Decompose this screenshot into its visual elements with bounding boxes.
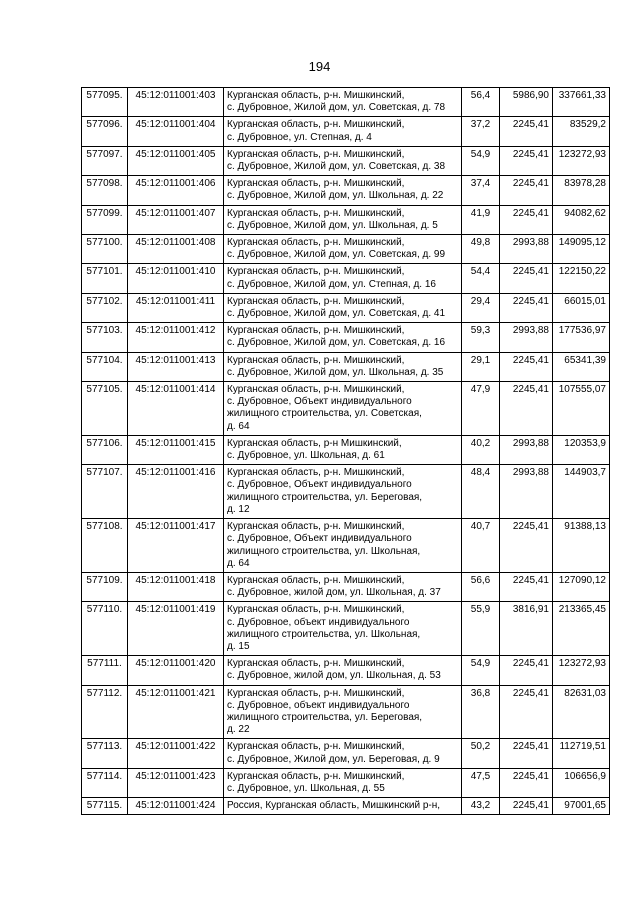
table-row (82, 519, 610, 573)
cadastral-value-cell: 112719,51 (553, 739, 610, 768)
address-cell (224, 146, 462, 175)
table-row (82, 264, 610, 293)
address-line: Курганская область, р-н. Мишкинский, (227, 741, 405, 753)
address-line: с. Дубровное, объект индивидуального (227, 699, 410, 711)
address-line: д. 64 (227, 420, 250, 432)
address-line: Курганская область, р-н. Мишкинский, (227, 384, 405, 396)
cadastral-value-cell: 97001,65 (553, 798, 610, 815)
cadastral-value-cell: 122150,22 (553, 264, 610, 293)
table-row (82, 768, 610, 797)
address-cell (224, 656, 462, 685)
specific-value-cell: 2245,41 (500, 176, 553, 205)
address-cell (224, 264, 462, 293)
address-line: с. Дубровное, Жилой дом, ул. Советская, д. 41 (227, 308, 446, 320)
address-line: д. 22 (227, 724, 250, 736)
address-line: Курганская область, р-н. Мишкинский, (227, 207, 405, 219)
table-row (82, 798, 610, 815)
table-row (82, 435, 610, 464)
table-row (82, 739, 610, 768)
address-cell (224, 602, 462, 656)
address-line: Курганская область, р-н. Мишкинский, (227, 521, 405, 533)
specific-value-cell: 5986,90 (500, 88, 553, 117)
area-cell: 47,9 (462, 382, 500, 436)
address-line: с. Дубровное, Жилой дом, ул. Советская, д. 16 (227, 337, 446, 349)
address-line: Курганская область, р-н. Мишкинский, (227, 119, 405, 131)
cadastral-number-cell: 45:12:011001:407 (128, 205, 224, 234)
address-cell (224, 382, 462, 436)
address-line: Курганская область, р-н. Мишкинский, (227, 687, 405, 699)
cadastral-value-cell: 83978,28 (553, 176, 610, 205)
address-line: с. Дубровное, Жилой дом, ул. Береговая, д. 9 (227, 753, 440, 765)
area-cell: 56,4 (462, 88, 500, 117)
row-number-cell: 577115. (82, 798, 128, 815)
specific-value-cell: 2245,41 (500, 739, 553, 768)
table-row (82, 465, 610, 519)
address-cell (224, 685, 462, 739)
area-cell: 41,9 (462, 205, 500, 234)
cadastral-number-cell: 45:12:011001:415 (128, 435, 224, 464)
cadastral-number-cell: 45:12:011001:404 (128, 117, 224, 146)
area-cell: 59,3 (462, 323, 500, 352)
address-line: с. Дубровное, Объект индивидуального (227, 396, 412, 408)
address-line: с. Дубровное, Жилой дом, ул. Советская, д. 78 (227, 102, 446, 114)
table-row (82, 685, 610, 739)
address-line: с. Дубровное, Жилой дом, ул. Степная, д. 16 (227, 278, 436, 290)
specific-value-cell: 2245,41 (500, 798, 553, 815)
address-line: д. 15 (227, 640, 250, 652)
address-cell (224, 205, 462, 234)
table-row (82, 117, 610, 146)
row-number-cell: 577095. (82, 88, 128, 117)
cadastral-value-cell: 144903,7 (553, 465, 610, 519)
address-line: жилищного строительства, ул. Школьная, (227, 628, 421, 640)
row-number-cell: 577103. (82, 323, 128, 352)
address-line: Курганская область, р-н. Мишкинский, (227, 467, 405, 479)
row-number-cell: 577106. (82, 435, 128, 464)
cadastral-number-cell: 45:12:011001:423 (128, 768, 224, 797)
row-number-cell: 577104. (82, 352, 128, 381)
table-row (82, 352, 610, 381)
address-line: Курганская область, р-н. Мишкинский, (227, 266, 405, 278)
area-cell: 49,8 (462, 235, 500, 264)
table-row (82, 235, 610, 264)
page-number: 194 (308, 59, 331, 74)
row-number-cell: 577107. (82, 465, 128, 519)
row-number-cell: 577112. (82, 685, 128, 739)
cadastral-value-cell: 83529,2 (553, 117, 610, 146)
row-number-cell: 577100. (82, 235, 128, 264)
address-line: с. Дубровное, Жилой дом, ул. Школьная, д. 5 (227, 219, 438, 231)
address-line: с. Дубровное, Объект индивидуального (227, 533, 412, 545)
address-line: Курганская область, р-н. Мишкинский, (227, 354, 405, 366)
area-cell: 40,7 (462, 519, 500, 573)
address-line: жилищного строительства, ул. Школьная, (227, 545, 421, 557)
table-row (82, 88, 610, 117)
address-cell (224, 293, 462, 322)
table-row (82, 602, 610, 656)
specific-value-cell: 2993,88 (500, 323, 553, 352)
cadastral-number-cell: 45:12:011001:408 (128, 235, 224, 264)
address-line: Россия, Курганская область, Мишкинский р-н, (227, 800, 441, 812)
cadastral-number-cell: 45:12:011001:406 (128, 176, 224, 205)
cadastral-value-cell: 127090,12 (553, 572, 610, 601)
cadastral-number-cell: 45:12:011001:411 (128, 293, 224, 322)
cadastral-number-cell: 45:12:011001:414 (128, 382, 224, 436)
address-line: с. Дубровное, ул. Степная, д. 4 (227, 131, 372, 143)
specific-value-cell: 2245,41 (500, 572, 553, 601)
row-number-cell: 577098. (82, 176, 128, 205)
address-line: Курганская область, р-н. Мишкинский, (227, 770, 405, 782)
table-row (82, 176, 610, 205)
cadastral-value-table (81, 87, 610, 815)
address-line: с. Дубровное, объект индивидуального (227, 616, 410, 628)
address-cell (224, 352, 462, 381)
row-number-cell: 577101. (82, 264, 128, 293)
address-line: с. Дубровное, ул. Школьная, д. 61 (227, 450, 385, 462)
cadastral-value-cell: 123272,93 (553, 146, 610, 175)
area-cell: 48,4 (462, 465, 500, 519)
cadastral-value-cell: 337661,33 (553, 88, 610, 117)
row-number-cell: 577105. (82, 382, 128, 436)
address-line: Курганская область, р-н. Мишкинский, (227, 178, 405, 190)
address-line: с. Дубровное, Жилой дом, ул. Советская, д. 38 (227, 161, 446, 173)
specific-value-cell: 3816,91 (500, 602, 553, 656)
specific-value-cell: 2993,88 (500, 465, 553, 519)
cadastral-value-cell: 91388,13 (553, 519, 610, 573)
row-number-cell: 577099. (82, 205, 128, 234)
address-line: жилищного строительства, ул. Береговая, (227, 491, 423, 503)
specific-value-cell: 2245,41 (500, 382, 553, 436)
cadastral-value-cell: 213365,45 (553, 602, 610, 656)
area-cell: 56,6 (462, 572, 500, 601)
specific-value-cell: 2245,41 (500, 519, 553, 573)
specific-value-cell: 2245,41 (500, 768, 553, 797)
address-line: Курганская область, р-н. Мишкинский, (227, 148, 405, 160)
cadastral-value-cell: 149095,12 (553, 235, 610, 264)
area-cell: 29,4 (462, 293, 500, 322)
address-line: с. Дубровное, жилой дом, ул. Школьная, д. 37 (227, 587, 441, 599)
area-cell: 37,4 (462, 176, 500, 205)
cadastral-number-cell: 45:12:011001:420 (128, 656, 224, 685)
area-cell: 29,1 (462, 352, 500, 381)
area-cell: 47,5 (462, 768, 500, 797)
address-cell (224, 435, 462, 464)
cadastral-number-cell: 45:12:011001:419 (128, 602, 224, 656)
address-line: жилищного строительства, ул. Советская, (227, 408, 422, 420)
address-cell (224, 572, 462, 601)
row-number-cell: 577096. (82, 117, 128, 146)
specific-value-cell: 2993,88 (500, 435, 553, 464)
cadastral-value-cell: 94082,62 (553, 205, 610, 234)
address-line: жилищного строительства, ул. Береговая, (227, 711, 423, 723)
address-line: с. Дубровное, жилой дом, ул. Школьная, д. 53 (227, 670, 441, 682)
cadastral-number-cell: 45:12:011001:403 (128, 88, 224, 117)
address-cell (224, 176, 462, 205)
cadastral-number-cell: 45:12:011001:412 (128, 323, 224, 352)
specific-value-cell: 2245,41 (500, 293, 553, 322)
cadastral-number-cell: 45:12:011001:424 (128, 798, 224, 815)
area-cell: 36,8 (462, 685, 500, 739)
address-cell (224, 768, 462, 797)
row-number-cell: 577113. (82, 739, 128, 768)
cadastral-number-cell: 45:12:011001:422 (128, 739, 224, 768)
row-number-cell: 577102. (82, 293, 128, 322)
table-row (82, 205, 610, 234)
address-line: с. Дубровное, Жилой дом, ул. Школьная, д. 35 (227, 366, 444, 378)
area-cell: 40,2 (462, 435, 500, 464)
row-number-cell: 577109. (82, 572, 128, 601)
address-line: д. 12 (227, 503, 250, 515)
cadastral-number-cell: 45:12:011001:405 (128, 146, 224, 175)
address-line: Курганская область, р-н. Мишкинский, (227, 574, 405, 586)
table-body (82, 88, 610, 815)
address-line: с. Дубровное, ул. Школьная, д. 55 (227, 782, 385, 794)
table-row (82, 146, 610, 175)
address-line: с. Дубровное, Жилой дом, ул. Советская, д. 99 (227, 249, 446, 261)
specific-value-cell: 2245,41 (500, 146, 553, 175)
address-line: Курганская область, р-н. Мишкинский, (227, 90, 405, 101)
row-number-cell: 577111. (82, 656, 128, 685)
cadastral-value-cell: 106656,9 (553, 768, 610, 797)
cadastral-number-cell: 45:12:011001:416 (128, 465, 224, 519)
address-cell (224, 739, 462, 768)
row-number-cell: 577097. (82, 146, 128, 175)
area-cell: 43,2 (462, 798, 500, 815)
row-number-cell: 577110. (82, 602, 128, 656)
address-cell (224, 519, 462, 573)
address-line: Курганская область, р-н. Мишкинский, (227, 325, 405, 337)
cadastral-value-cell: 123272,93 (553, 656, 610, 685)
table-row (82, 382, 610, 436)
address-cell (224, 798, 462, 815)
cadastral-number-cell: 45:12:011001:418 (128, 572, 224, 601)
table-row (82, 293, 610, 322)
table-row (82, 656, 610, 685)
table-row (82, 572, 610, 601)
address-line: Курганская область, р-н. Мишкинский, (227, 604, 405, 616)
cadastral-number-cell: 45:12:011001:413 (128, 352, 224, 381)
address-line: Курганская область, р-н. Мишкинский, (227, 237, 405, 249)
area-cell: 54,9 (462, 146, 500, 175)
area-cell: 54,9 (462, 656, 500, 685)
specific-value-cell: 2245,41 (500, 656, 553, 685)
address-line: Курганская область, р-н Мишкинский, (227, 437, 402, 449)
row-number-cell: 577114. (82, 768, 128, 797)
address-cell (224, 235, 462, 264)
specific-value-cell: 2245,41 (500, 205, 553, 234)
address-line: Курганская область, р-н. Мишкинский, (227, 658, 405, 670)
address-cell (224, 117, 462, 146)
cadastral-value-cell: 66015,01 (553, 293, 610, 322)
cadastral-value-cell: 65341,39 (553, 352, 610, 381)
address-cell (224, 465, 462, 519)
area-cell: 54,4 (462, 264, 500, 293)
cadastral-value-cell: 107555,07 (553, 382, 610, 436)
area-cell: 37,2 (462, 117, 500, 146)
cadastral-value-cell: 120353,9 (553, 435, 610, 464)
cadastral-number-cell: 45:12:011001:417 (128, 519, 224, 573)
cadastral-value-cell: 82631,03 (553, 685, 610, 739)
specific-value-cell: 2245,41 (500, 352, 553, 381)
table-row (82, 323, 610, 352)
address-line: Курганская область, р-н. Мишкинский, (227, 295, 405, 307)
address-line: с. Дубровное, Жилой дом, ул. Школьная, д. 22 (227, 190, 444, 202)
specific-value-cell: 2245,41 (500, 685, 553, 739)
address-cell (224, 323, 462, 352)
cadastral-number-cell: 45:12:011001:410 (128, 264, 224, 293)
address-line: с. Дубровное, Объект индивидуального (227, 479, 412, 491)
area-cell: 55,9 (462, 602, 500, 656)
cadastral-number-cell: 45:12:011001:421 (128, 685, 224, 739)
specific-value-cell: 2993,88 (500, 235, 553, 264)
area-cell: 50,2 (462, 739, 500, 768)
address-cell (224, 88, 462, 117)
cadastral-value-cell: 177536,97 (553, 323, 610, 352)
address-line: д. 64 (227, 557, 250, 569)
row-number-cell: 577108. (82, 519, 128, 573)
specific-value-cell: 2245,41 (500, 264, 553, 293)
specific-value-cell: 2245,41 (500, 117, 553, 146)
